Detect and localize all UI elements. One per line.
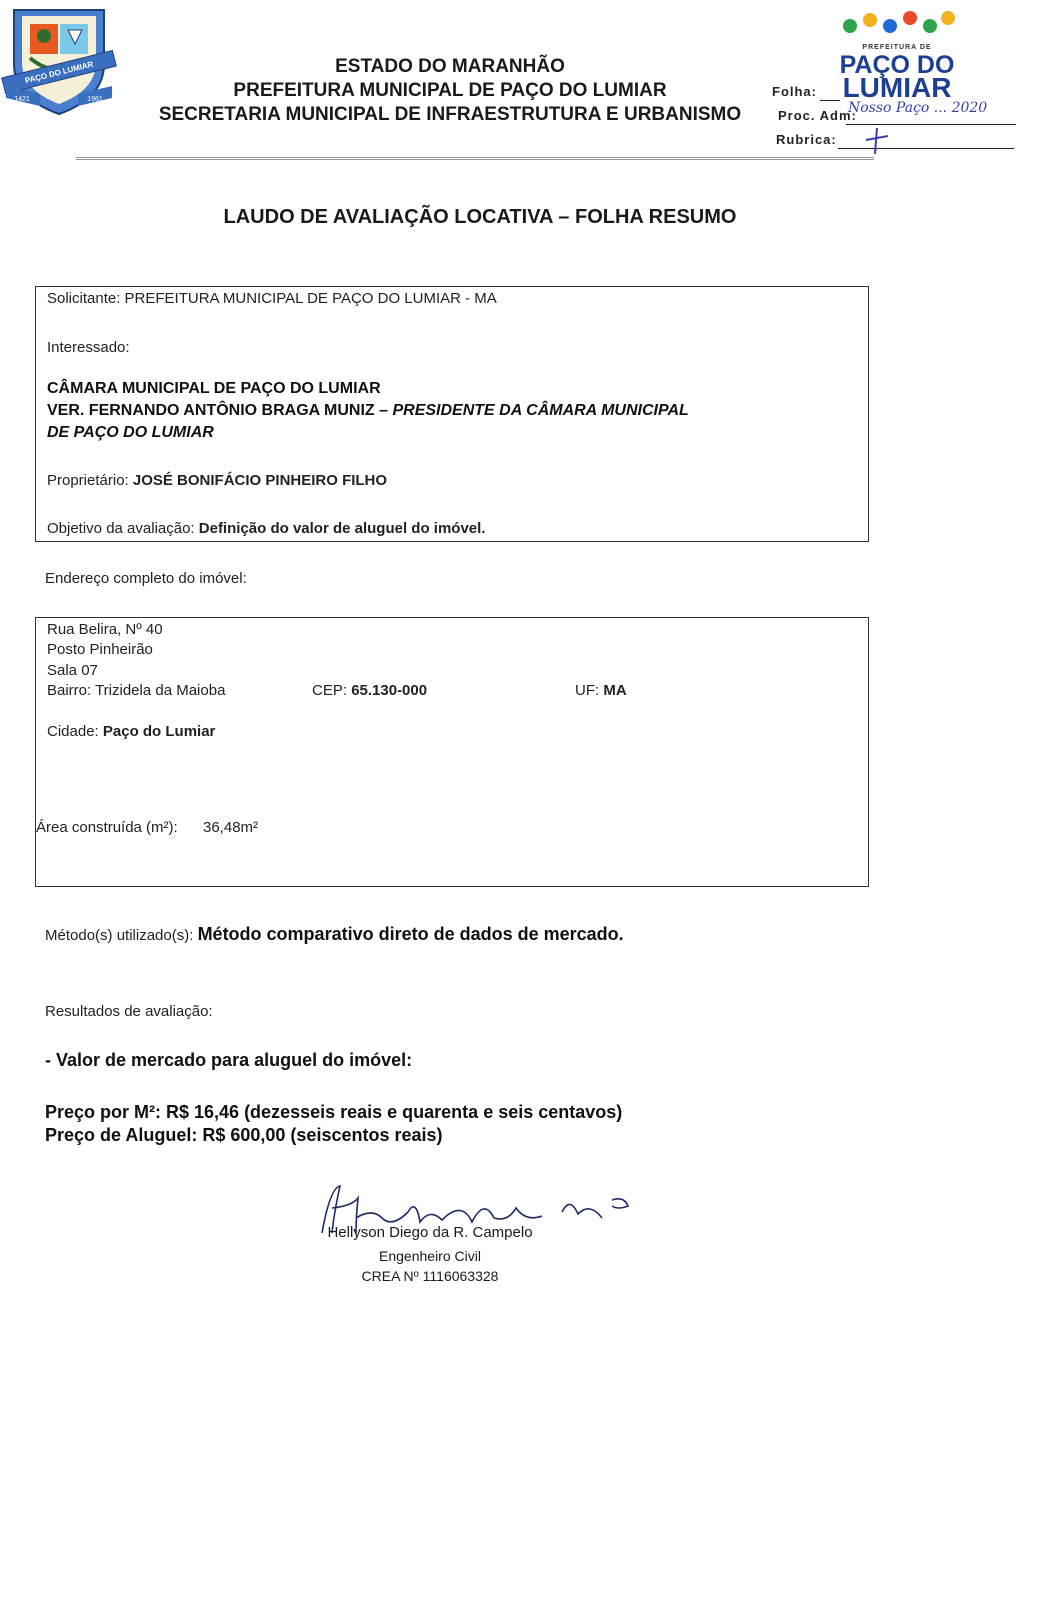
cep-label: CEP: [312,682,352,699]
uf-value: MA [603,682,627,699]
header-divider [76,157,874,160]
proprietario [47,472,387,489]
rubrica-initials [862,126,892,156]
interessado-label: Interessado: [47,339,130,356]
method [45,924,624,945]
address-cidade [47,723,215,740]
proc-label: Proc. Adm: [778,108,857,123]
signer-name: Hellyson Diego da R. Campelo [327,1224,533,1241]
objetivo [47,520,486,537]
header-prefecture: PREFEITURA MUNICIPAL DE PAÇO DO LUMIAR [233,80,667,101]
folha-label: Folha: [772,84,817,99]
address-street: Rua Belira, Nº 40 [47,621,163,638]
header-secretariat: SECRETARIA MUNICIPAL DE INFRAESTRUTURA E URBANISMO [158,104,742,125]
signer-crea: CREA Nº 1116063328 [361,1268,499,1284]
solicitante: Solicitante: PREFEITURA MUNICIPAL DE PAÇO DO LUMIAR - MA [47,290,497,307]
crest-year-left: 1421 [14,96,30,103]
crest-year-right: 1961 [87,96,103,103]
cep-value: 65.130-000 [351,682,428,699]
area-label: Área construída (m²): [36,819,178,836]
signer-role: Engenheiro Civil [379,1248,481,1264]
interessado-name: CÂMARA MUNICIPAL DE PAÇO DO LUMIAR [47,380,381,397]
cidade-label: Cidade: [47,723,103,740]
objetivo-label: Objetivo da avaliação: [47,520,199,537]
representative-role: PRESIDENTE DA CÂMARA MUNICIPAL [392,402,689,419]
address-uf [575,682,627,699]
municipal-crest [0,2,118,118]
uf-label: UF: [575,682,604,699]
representative-role-cont: DE PAÇO DO LUMIAR [47,424,214,441]
results-subtitle: - Valor de mercado para aluguel do imóvel: [45,1050,413,1070]
address-cep [312,682,427,699]
representative-name: VER. FERNANDO ANTÔNIO BRAGA MUNIZ – [47,402,393,419]
method-label: Método(s) utilizado(s): [45,927,198,944]
logo-title-1: PAÇO DO [839,51,955,79]
price-per-m2: Preço por M²: R$ 16,46 (dezesseis reais e quarenta e seis centavos) [45,1102,623,1122]
crest-label: PAÇO DO LUMIAR [24,59,95,86]
logo-small-text: PREFEITURA DE [862,44,932,51]
address-bairro: Bairro: Trizidela da Maioba [47,682,226,699]
results-label: Resultados de avaliação: [45,1003,213,1020]
address-room: Sala 07 [47,662,98,679]
header-state: ESTADO DO MARANHÃO [335,56,565,77]
prefecture-logo [830,4,970,104]
objetivo-value: Definição do valor de aluguel do imóvel. [198,520,486,537]
logo-title-2: LUMIAR [842,72,952,103]
method-value: Método comparativo direto de dados de mercado. [197,924,624,944]
rent-price: Preço de Aluguel: R$ 600,00 (seiscentos reais) [45,1125,443,1145]
proc-handwriting: Nosso Paço ... 2020 [848,100,988,116]
address-box [35,617,869,887]
document-title: LAUDO DE AVALIAÇÃO LOCATIVA – FOLHA RESUMO [223,206,737,228]
proc-line [846,124,1016,125]
proprietario-value: JOSÉ BONIFÁCIO PINHEIRO FILHO [132,472,388,489]
cidade-value: Paço do Lumiar [102,723,216,740]
area-value: 36,48m² [203,819,259,836]
folha-line [820,100,840,101]
address-label: Endereço completo do imóvel: [45,570,247,587]
interessado-representative [47,402,689,420]
rubrica-label: Rubrica: [776,132,837,147]
proprietario-label: Proprietário: [47,472,133,489]
address-complement: Posto Pinheirão [47,641,153,658]
